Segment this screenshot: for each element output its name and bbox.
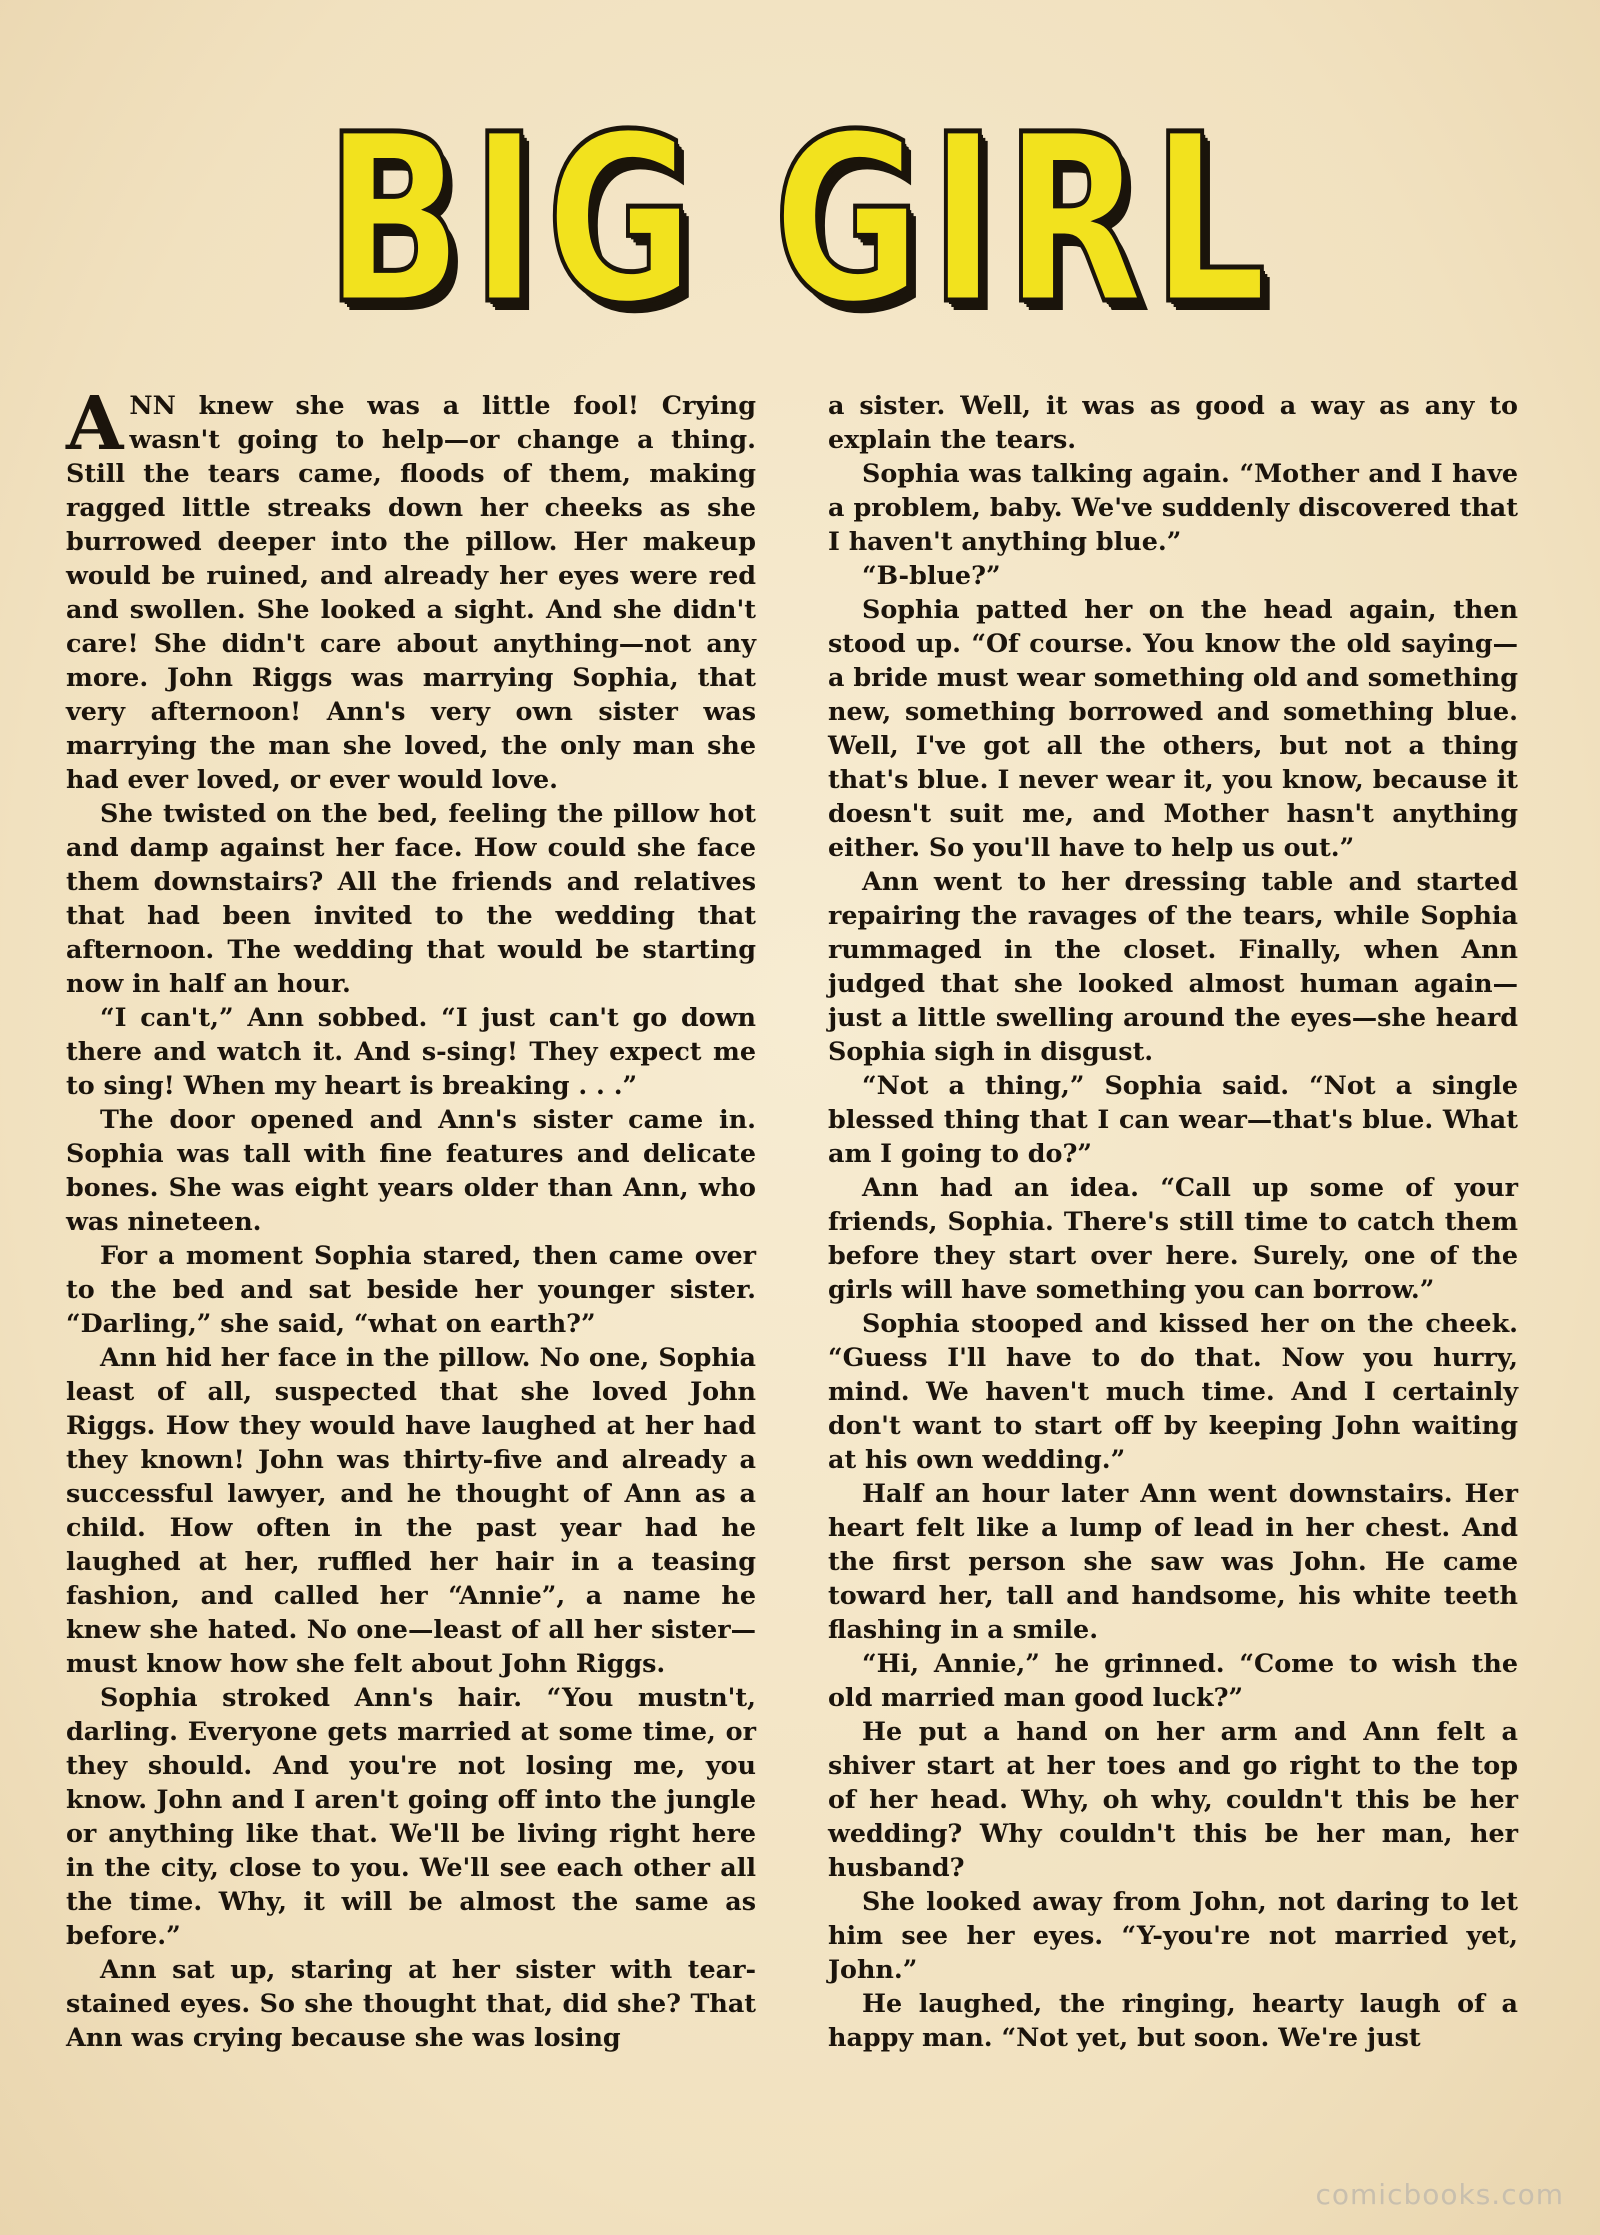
paragraph: Half an hour later Ann went downstairs. Her heart felt like a lump of lead in her chest. And the first person she saw was John. He came toward her, tall and handsome, his white teeth flashing in a smile. [828,1478,1518,1644]
paragraph: Sophia patted her on the head again, then stood up. “Of course. You know the old saying—a bride must wear something old and something new, something borrowed and something blue. Well, I've got all the others, but not a thing that's blue. I never wear it, you know, because it doesn't suit me, and Mother hasn't anything either. So you'll have to help us out.” [828,594,1518,862]
paragraph: Ann hid her face in the pillow. No one, Sophia least of all, suspected that she loved John Riggs. How they would have laughed at her had they known! John was thirty-five and already a successful lawyer, and he thought of Ann as a child. How often in the past year had he laughed at her, ruffled her hair in a teasing fashion, and called her “Annie”, a name he knew she hated. No one—least of all her sister—must know how she felt about John Riggs. [66,1342,756,1678]
paragraph: Sophia stroked Ann's hair. “You mustn't, darling. Everyone gets married at some time, or they should. And you're not losing me, you know. John and I aren't going off into the jungle or anything like that. We'll be living right here in the city, close to you. We'll see each other all the time. Why, it will be almost the same as before.” [66,1682,756,1950]
paragraph: He laughed, the ringing, hearty laugh of a happy man. “Not yet, but soon. We're just [828,1988,1518,2052]
paragraph: For a moment Sophia stared, then came over to the bed and sat beside her younger sister. “Darling,” she said, “what on earth?” [66,1240,756,1338]
paragraph [66,381,756,796]
title-banner [0,85,1600,355]
paragraph: a sister. Well, it was as good a way as any to explain the tears. [828,390,1518,454]
paragraph: Sophia stooped and kissed her on the cheek. “Guess I'll have to do that. Now you hurry, mind. We haven't much time. And I certainly don't want to start off by keeping John waiting at his own wedding.” [828,1308,1518,1474]
story-title: BIG GIRL [325,85,1275,355]
watermark: comicbooks.com [1315,2178,1564,2211]
paragraph: “B-blue?” [862,560,1001,590]
paragraph: She twisted on the bed, feeling the pillow hot and damp against her face. How could she face them downstairs? All the friends and relatives that had been invited to the wedding that afternoon. The wedding that would be starting now in half an hour. [66,798,756,998]
paragraph: Sophia was talking again. “Mother and I have a problem, baby. We've suddenly discovered that I haven't anything blue.” [828,458,1518,556]
paragraph: Ann had an idea. “Call up some of your friends, Sophia. There's still time to catch them before they start over here. Surely, one of the girls will have something you can borrow.” [828,1172,1518,1304]
paragraph: The door opened and Ann's sister came in. Sophia was tall with fine features and delicate bones. She was eight years older than Ann, who was nineteen. [66,1104,756,1236]
paragraph: “Not a thing,” Sophia said. “Not a single blessed thing that I can wear—that's blue. What am I going to do?” [828,1070,1518,1168]
paragraph-text: NN knew she was a little fool! Crying wasn't going to help—or change a thing. Still the tears came, floods of them, making ragged little streaks down her cheeks as she burrowed deeper into the pillow. Her makeup would be ruined, and already her eyes were red and swollen. She looked a sight. And she didn't care! She didn't care about anything—not any more. John Riggs was marrying Sophia, that very afternoon! Ann's very own sister was marrying the man she loved, the only man she had ever loved, or ever would love. [66,390,756,794]
drop-cap: A [66,381,124,467]
paragraph: “I can't,” Ann sobbed. “I just can't go down there and watch it. And s-sing! They expect me to sing! When my heart is breaking . . .” [66,1002,756,1100]
paragraph: He put a hand on her arm and Ann felt a shiver start at her toes and go right to the top of her head. Why, oh why, couldn't this be her wedding? Why couldn't this be her man, her husband? [828,1716,1518,1882]
left-column [66,381,756,2054]
paragraph: She looked away from John, not daring to let him see her eyes. “Y-you're not married yet, John.” [828,1886,1518,1984]
right-column [828,388,1518,2054]
paragraph: “Hi, Annie,” he grinned. “Come to wish the old married man good luck?” [828,1648,1518,1712]
paragraph: Ann sat up, staring at her sister with tear-stained eyes. So she thought that, did she? That Ann was crying because she was losing [66,1954,756,2052]
paragraph: Ann went to her dressing table and started repairing the ravages of the tears, while Sophia rummaged in the closet. Finally, when Ann judged that she looked almost human again—just a little swelling around the eyes—she heard Sophia sigh in disgust. [828,866,1518,1066]
